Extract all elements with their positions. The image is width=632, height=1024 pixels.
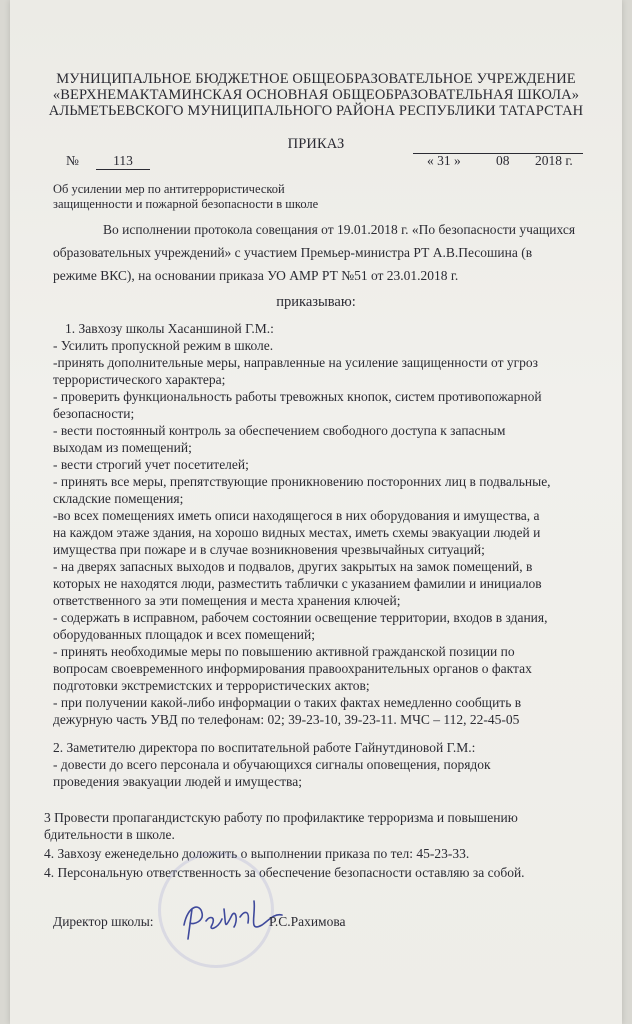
item-2-line: проведения эвакуации людей и имущества; — [53, 774, 302, 789]
preamble-line-2: образовательных учреждений» с участием Премьер-министра РТ А.В.Песошина (в — [53, 245, 533, 260]
item-1-line: которых не находятся люди, разместить таблички с указанием фамилии и инициалов — [53, 576, 542, 591]
date-year: 2018 г. — [535, 153, 573, 168]
signature-position: Директор школы: — [53, 914, 154, 929]
item-1-line: - вести постоянный контроль за обеспечением свободного доступа к запасным — [53, 423, 506, 438]
signature-name: Р.С.Рахимова — [269, 914, 346, 929]
item-1-line: - вести строгий учет посетителей; — [53, 457, 249, 472]
preamble-line-3: режиме ВКС), на основании приказа УО АМР РТ №51 от 23.01.2018 г. — [53, 268, 459, 283]
item-4a: 4. Завхозу еженедельно доложить о выполнении приказа по тел: 45-23-33. — [44, 846, 470, 861]
item-1-heading: 1. Завхозу школы Хасаншиной Г.М.: — [65, 321, 274, 336]
item-1-line: дежурную часть УВД по телефонам: 02; 39-23-10, 39-23-11. МЧС – 112, 22-45-05 — [53, 712, 520, 727]
document-type: ПРИКАЗ — [287, 136, 345, 152]
order-number-label: № — [66, 153, 79, 168]
item-1-line: складские помещения; — [53, 491, 184, 506]
item-1-line: ответственного за эти помещения и места хранения ключей; — [53, 593, 401, 608]
order-number: 113 — [96, 153, 150, 170]
item-1-line: оборудованных площадок и всех помещений; — [53, 627, 315, 642]
preamble-line-1: Во исполнении протокола совещания от 19.01.2018 г. «По безопасности учащихся — [103, 222, 576, 237]
item-1-line: выходам из помещений; — [53, 440, 192, 455]
date-day: « 31 » — [427, 153, 461, 168]
item-4b: 4. Персональную ответственность за обеспечение безопасности оставляю за собой. — [44, 865, 525, 880]
item-1-line: -во всех помещениях иметь описи находящегося в них оборудования и имущества, а — [53, 508, 540, 523]
subject-line-1: Об усилении мер по антитеррористической — [53, 182, 285, 196]
item-1-line: - принять необходимые меры по повышению активной гражданской позиции по — [53, 644, 515, 659]
document-page — [10, 0, 622, 1024]
item-1-line: - проверить функциональность работы тревожных кнопок, систем противопожарной — [53, 389, 542, 404]
item-1-line: террористического характера; — [53, 372, 226, 387]
item-1-line: безопасности; — [53, 406, 135, 421]
item-2-heading: 2. Заметителю директора по воспитательной работе Гайнутдиновой Г.М.: — [53, 740, 476, 755]
order-word: приказываю: — [276, 294, 356, 310]
item-1-line: вопросам своевременного информирования правоохранительных органов о фактах — [53, 661, 532, 676]
header-line-2: «ВЕРХНЕМАКТАМИНСКАЯ ОСНОВНАЯ ОБЩЕОБРАЗОВАТЕЛЬНАЯ ШКОЛА» — [52, 87, 580, 103]
item-3-line: 3 Провести пропагандистскую работу по профилактике терроризма и повышению — [44, 810, 518, 825]
item-1-line: имущества при пожаре и в случае возникновения чрезвычайных ситуаций; — [53, 542, 485, 557]
date-month: 08 — [496, 153, 510, 168]
header-line-1: МУНИЦИПАЛЬНОЕ БЮДЖЕТНОЕ ОБЩЕОБРАЗОВАТЕЛЬНОЕ УЧРЕЖДЕНИЕ — [56, 71, 576, 87]
item-1-line: - принять все меры, препятствующие проникновению посторонних лиц в подвальные, — [53, 474, 551, 489]
item-1-line: -принять дополнительные меры, направленные на усиление защищенности от угроз — [53, 355, 538, 370]
item-1-line: на каждом этаже здания, на хорошо видных местах, иметь схемы эвакуации людей и — [53, 525, 541, 540]
subject-line-2: защищенности и пожарной безопасности в школе — [53, 197, 319, 211]
item-3-line: бдительности в школе. — [44, 827, 175, 842]
item-2-line: - довести до всего персонала и обучающихся сигналы оповещения, порядок — [53, 757, 491, 772]
item-1-line: подготовки экстремистских и террористических актов; — [53, 678, 370, 693]
order-date — [413, 153, 583, 168]
item-1-line: - при получении какой-либо информации о таких фактах немедленно сообщить в — [53, 695, 522, 710]
header-line-3: АЛЬМЕТЬЕВСКОГО МУНИЦИПАЛЬНОГО РАЙОНА РЕСПУБЛИКИ ТАТАРСТАН — [48, 103, 584, 119]
item-1-line: - Усилить пропускной режим в школе. — [53, 338, 274, 353]
item-1-line: - на дверях запасных выходов и подвалов, других закрытых на замок помещений, в — [53, 559, 533, 574]
item-1-line: - содержать в исправном, рабочем состоянии освещение территории, входов в здания, — [53, 610, 548, 625]
